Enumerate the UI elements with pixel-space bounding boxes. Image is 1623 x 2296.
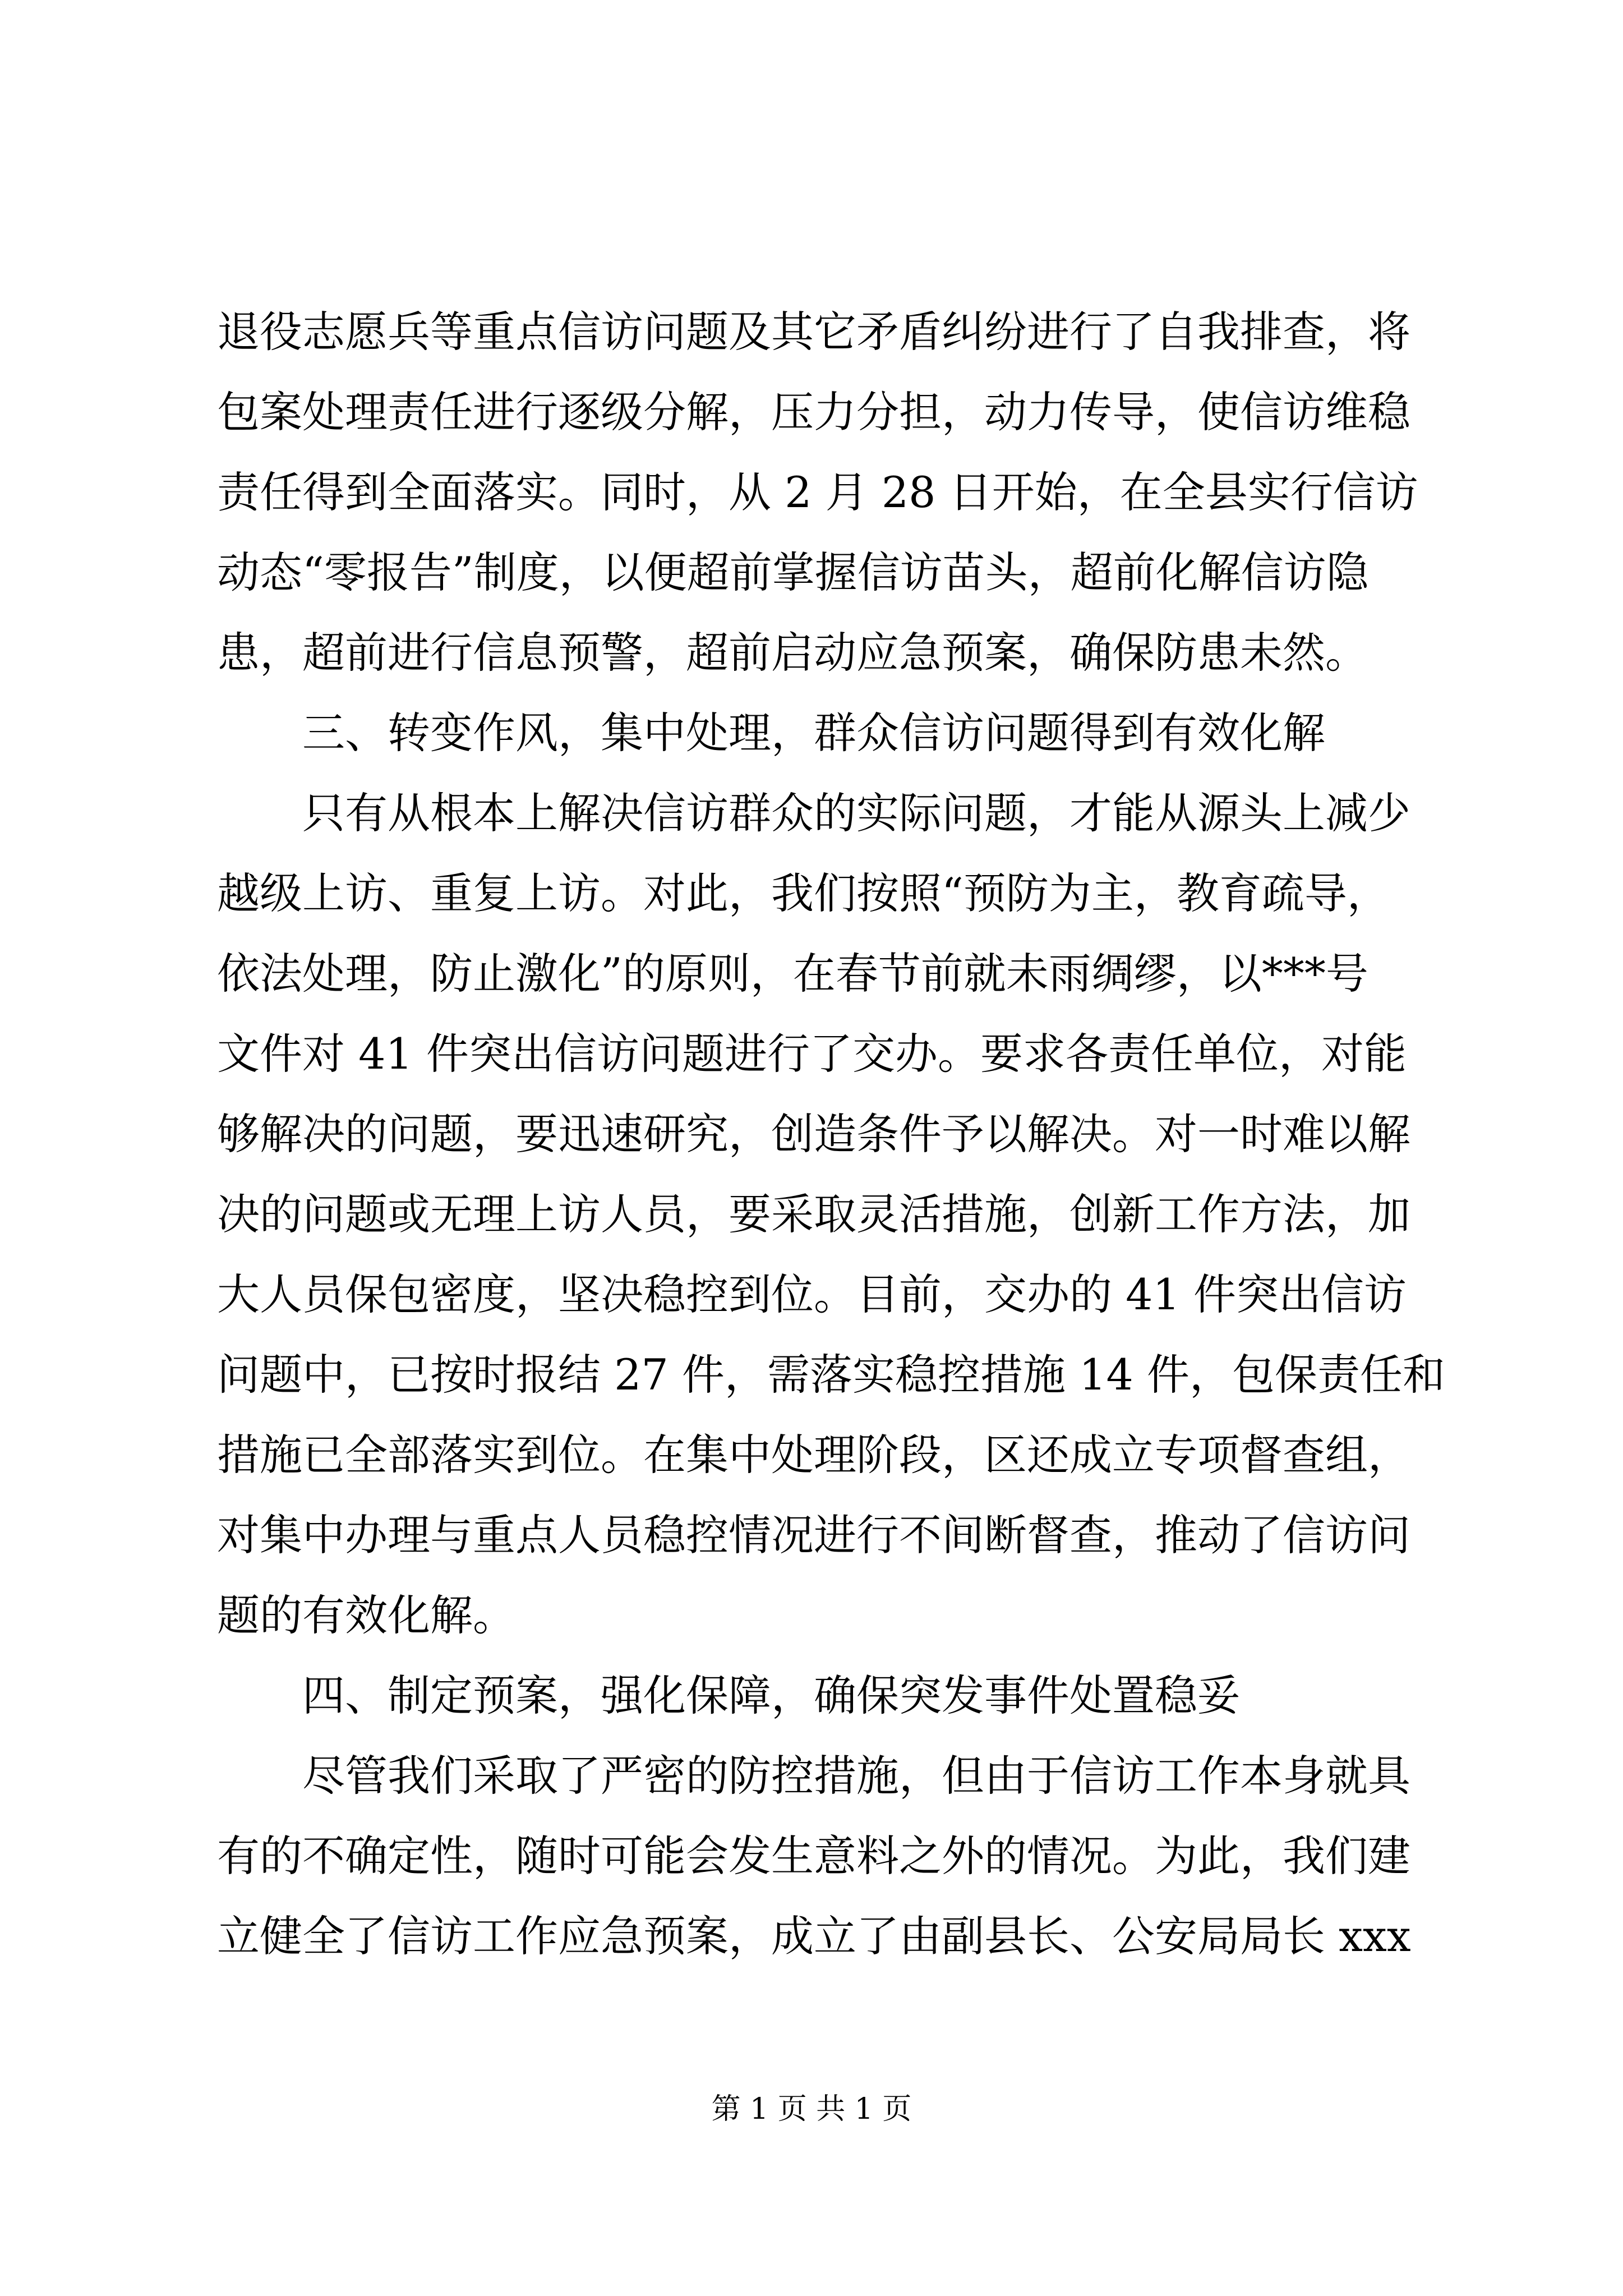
text-line: 立健全了信访工作应急预案，成立了由副县长、公安局局长 xxx — [217, 1911, 1411, 1961]
text-line: 越级上访、重复上访。对此，我们按照“预防为主，教育疏导， — [217, 868, 1390, 918]
text-line: 文件对 41 件突出信访问题进行了交办。要求各责任单位，对能 — [217, 1029, 1407, 1079]
text-line: 尽管我们采取了严密的防控措施，但由于信访工作本身就具 — [302, 1751, 1410, 1801]
paragraph-4 — [217, 1736, 1412, 1976]
text-line: 有的不确定性，随时可能会发生意料之外的情况。为此，我们建 — [217, 1831, 1410, 1881]
paragraph-continued — [217, 292, 1418, 693]
text-line: 决的问题或无理上访人员，要采取灵活措施，创新工作方法，加 — [217, 1189, 1410, 1239]
text-line: 责任得到全面落实。同时，从 2 月 28 日开始，在全县实行信访 — [217, 467, 1418, 517]
page-footer — [0, 2090, 1623, 2129]
text-line: 包案处理责任进行逐级分解，压力分担，动力传导，使信访维稳 — [217, 387, 1410, 437]
text-line: 患，超前进行信息预警，超前启动应急预案，确保防患未然。 — [217, 628, 1368, 678]
text-line: 退役志愿兵等重点信访问题及其它矛盾纠纷进行了自我排查，将 — [217, 307, 1410, 357]
text-line: 对集中办理与重点人员稳控情况进行不间断督查，推动了信访问 — [217, 1510, 1410, 1560]
section-heading-4 — [217, 1655, 1412, 1736]
document-body — [217, 292, 1446, 1976]
text-line: 问题中，已按时报结 27 件，需落实稳控措施 14 件，包保责任和 — [217, 1350, 1446, 1400]
text-line: 措施已全部落实到位。在集中处理阶段，区还成立专项督查组， — [217, 1430, 1410, 1480]
text-line: 题的有效化解。 — [217, 1590, 515, 1640]
page-number-label: 第 1 页 共 1 页 — [711, 2092, 912, 2126]
text-line: 依法处理，防止激化”的原则，在春节前就未雨绸缪，以***号 — [217, 949, 1368, 999]
heading-text: 三、转变作风，集中处理，群众信访问题得到有效化解 — [302, 708, 1325, 758]
paragraph-3 — [217, 773, 1446, 1655]
section-heading-3 — [217, 693, 1412, 773]
text-line: 够解决的问题，要迅速研究，创造条件予以解决。对一时难以解 — [217, 1109, 1410, 1159]
text-line: 只有从根本上解决信访群众的实际问题，才能从源头上减少 — [302, 788, 1410, 838]
text-line: 大人员保包密度，坚决稳控到位。目前，交办的 41 件突出信访 — [217, 1269, 1407, 1319]
text-line: 动态“零报告”制度，以便超前掌握信访苗头，超前化解信访隐 — [217, 547, 1369, 597]
heading-text: 四、制定预案，强化保障，确保突发事件处置稳妥 — [302, 1671, 1240, 1720]
